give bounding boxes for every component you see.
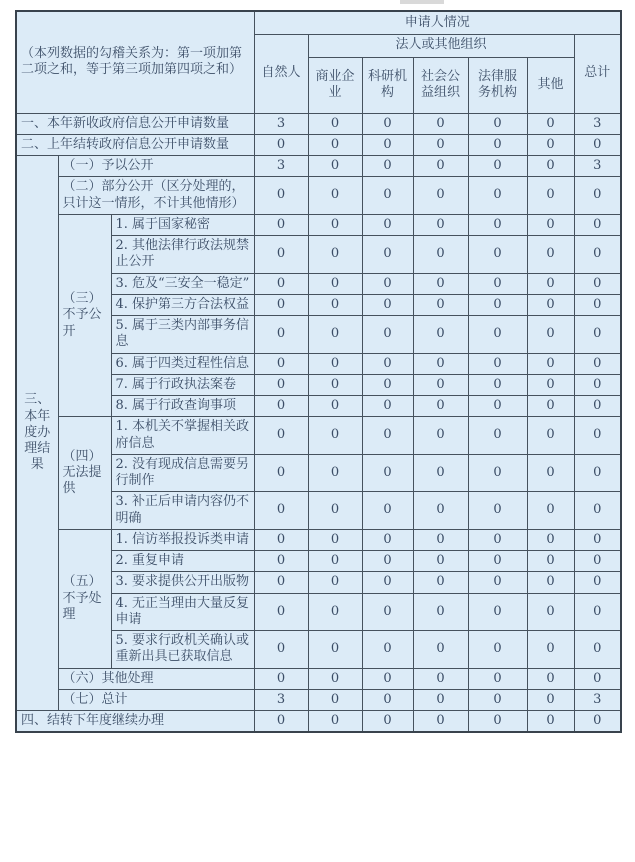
row-label: 1. 本机关不掌握相关政府信息 (111, 417, 254, 455)
value-cell: 0 (527, 156, 574, 177)
row-label: （七）总计 (58, 689, 254, 710)
value-cell: 3 (254, 156, 308, 177)
value-cell: 3 (574, 113, 621, 134)
value-cell: 0 (413, 113, 468, 134)
table-row (16, 156, 621, 177)
value-cell: 0 (527, 668, 574, 689)
value-cell: 0 (574, 316, 621, 354)
value-cell: 0 (308, 294, 362, 315)
table-row (16, 711, 621, 733)
value-cell: 0 (308, 454, 362, 492)
value-cell: 0 (362, 572, 413, 593)
value-cell: 0 (574, 273, 621, 294)
value-cell: 0 (413, 273, 468, 294)
table-row (16, 214, 621, 235)
value-cell: 0 (413, 668, 468, 689)
value-cell: 0 (362, 396, 413, 417)
value-cell: 0 (527, 214, 574, 235)
value-cell: 0 (468, 593, 527, 631)
value-cell: 0 (308, 711, 362, 733)
value-cell: 0 (254, 529, 308, 550)
header-row-1 (16, 11, 621, 34)
value-cell: 0 (362, 454, 413, 492)
value-cell: 0 (574, 492, 621, 530)
value-cell: 0 (527, 113, 574, 134)
value-cell: 0 (413, 236, 468, 274)
value-cell: 0 (574, 236, 621, 274)
header-legal-org-group: 法人或其他组织 (308, 34, 574, 57)
value-cell: 0 (527, 316, 574, 354)
header-org-col-other: 其他 (527, 57, 574, 113)
header-org-col-commercial: 商业企业 (308, 57, 362, 113)
value-cell: 0 (308, 353, 362, 374)
value-cell: 0 (362, 529, 413, 550)
row-label: 2. 没有现成信息需要另行制作 (111, 454, 254, 492)
header-org-col-public-welfare: 社会公益组织 (413, 57, 468, 113)
value-cell: 0 (468, 417, 527, 455)
value-cell: 0 (468, 177, 527, 215)
row-label: 1. 信访举报投诉类申请 (111, 529, 254, 550)
value-cell: 0 (527, 492, 574, 530)
value-cell: 0 (574, 353, 621, 374)
report-table-header (16, 11, 621, 113)
table-row (16, 177, 621, 215)
header-org-col-research: 科研机构 (362, 57, 413, 113)
value-cell: 0 (527, 551, 574, 572)
value-cell: 0 (254, 668, 308, 689)
value-cell: 0 (468, 572, 527, 593)
value-cell: 0 (254, 236, 308, 274)
value-cell: 0 (362, 236, 413, 274)
value-cell: 0 (362, 689, 413, 710)
table-row (16, 689, 621, 710)
value-cell: 0 (254, 374, 308, 395)
row-label: （六）其他处理 (58, 668, 254, 689)
value-cell: 0 (254, 316, 308, 354)
value-cell: 0 (362, 294, 413, 315)
value-cell: 0 (527, 689, 574, 710)
value-cell: 0 (413, 396, 468, 417)
value-cell: 0 (468, 689, 527, 710)
value-cell: 0 (468, 273, 527, 294)
row-label: 6. 属于四类过程性信息 (111, 353, 254, 374)
value-cell: 0 (574, 529, 621, 550)
group-label: （四）无法提供 (58, 417, 111, 530)
value-cell: 0 (308, 572, 362, 593)
value-cell: 0 (254, 551, 308, 572)
value-cell: 0 (574, 214, 621, 235)
value-cell: 0 (574, 177, 621, 215)
table-row (16, 134, 621, 155)
row-label: 5. 属于三类内部事务信息 (111, 316, 254, 354)
value-cell: 0 (413, 316, 468, 354)
header-total: 总计 (574, 34, 621, 113)
report-table-body (16, 113, 621, 732)
value-cell: 0 (362, 214, 413, 235)
value-cell: 0 (254, 273, 308, 294)
value-cell: 0 (413, 294, 468, 315)
value-cell: 0 (468, 711, 527, 733)
value-cell: 0 (254, 396, 308, 417)
value-cell: 0 (254, 353, 308, 374)
value-cell: 0 (308, 396, 362, 417)
value-cell: 0 (527, 631, 574, 669)
value-cell: 0 (468, 668, 527, 689)
value-cell: 0 (468, 316, 527, 354)
value-cell: 0 (308, 134, 362, 155)
value-cell: 0 (527, 353, 574, 374)
value-cell: 0 (362, 417, 413, 455)
value-cell: 0 (574, 572, 621, 593)
value-cell: 0 (527, 236, 574, 274)
row-label: 1. 属于国家秘密 (111, 214, 254, 235)
value-cell: 0 (574, 631, 621, 669)
value-cell: 0 (468, 156, 527, 177)
group-label: （三）不予公开 (58, 214, 111, 417)
value-cell: 0 (413, 572, 468, 593)
value-cell: 0 (468, 214, 527, 235)
row-label: （二）部分公开（区分处理的，只计这一情形，不计其他情形） (58, 177, 254, 215)
value-cell: 0 (574, 294, 621, 315)
value-cell: 0 (413, 711, 468, 733)
value-cell: 0 (254, 711, 308, 733)
value-cell: 0 (254, 177, 308, 215)
value-cell: 0 (362, 353, 413, 374)
value-cell: 0 (413, 374, 468, 395)
value-cell: 0 (308, 417, 362, 455)
value-cell: 0 (413, 631, 468, 669)
value-cell: 0 (527, 273, 574, 294)
value-cell: 0 (413, 177, 468, 215)
value-cell: 3 (254, 689, 308, 710)
value-cell: 0 (468, 492, 527, 530)
value-cell: 0 (527, 374, 574, 395)
report-table (15, 10, 622, 733)
value-cell: 0 (308, 113, 362, 134)
value-cell: 0 (574, 593, 621, 631)
value-cell: 0 (254, 294, 308, 315)
group-label: （五）不予处理 (58, 529, 111, 668)
value-cell: 0 (308, 551, 362, 572)
value-cell: 0 (574, 396, 621, 417)
value-cell: 0 (413, 353, 468, 374)
value-cell: 0 (527, 593, 574, 631)
value-cell: 0 (574, 454, 621, 492)
value-cell: 0 (527, 711, 574, 733)
value-cell: 0 (308, 593, 362, 631)
row-label: 3. 要求提供公开出版物 (111, 572, 254, 593)
value-cell: 0 (362, 374, 413, 395)
value-cell: 0 (254, 134, 308, 155)
row-label: 8. 属于行政查询事项 (111, 396, 254, 417)
value-cell: 0 (468, 134, 527, 155)
value-cell: 0 (308, 273, 362, 294)
value-cell: 0 (527, 529, 574, 550)
value-cell: 0 (413, 454, 468, 492)
value-cell: 0 (468, 374, 527, 395)
corner-note: （本列数据的勾稽关系为：第一项加第二项之和，等于第三项加第四项之和） (16, 11, 254, 113)
value-cell: 0 (468, 353, 527, 374)
value-cell: 0 (254, 214, 308, 235)
value-cell: 0 (468, 529, 527, 550)
value-cell: 0 (527, 294, 574, 315)
row-label: 3. 补正后申请内容仍不明确 (111, 492, 254, 530)
value-cell: 0 (308, 668, 362, 689)
value-cell: 0 (574, 417, 621, 455)
value-cell: 0 (308, 529, 362, 550)
value-cell: 0 (527, 572, 574, 593)
value-cell: 3 (254, 113, 308, 134)
row-label: 5. 要求行政机关确认或重新出具已获取信息 (111, 631, 254, 669)
value-cell: 3 (574, 689, 621, 710)
value-cell: 0 (362, 711, 413, 733)
value-cell: 0 (468, 454, 527, 492)
value-cell: 0 (574, 668, 621, 689)
row-label: 二、上年结转政府信息公开申请数量 (16, 134, 254, 155)
page-edge-artifact (400, 0, 444, 4)
table-row (16, 113, 621, 134)
value-cell: 0 (413, 551, 468, 572)
section-label: 三、本年度办理结果 (16, 156, 58, 711)
value-cell: 0 (254, 417, 308, 455)
row-label: 2. 重复申请 (111, 551, 254, 572)
value-cell: 0 (254, 631, 308, 669)
value-cell: 0 (308, 631, 362, 669)
value-cell: 0 (468, 113, 527, 134)
value-cell: 0 (468, 631, 527, 669)
value-cell: 0 (468, 396, 527, 417)
value-cell: 0 (527, 396, 574, 417)
value-cell: 0 (362, 551, 413, 572)
value-cell: 0 (527, 454, 574, 492)
value-cell: 0 (254, 492, 308, 530)
row-label: 4. 保护第三方合法权益 (111, 294, 254, 315)
row-label: （一）予以公开 (58, 156, 254, 177)
value-cell: 0 (413, 529, 468, 550)
value-cell: 0 (308, 689, 362, 710)
header-applicant-group: 申请人情况 (254, 11, 621, 34)
row-label: 一、本年新收政府信息公开申请数量 (16, 113, 254, 134)
row-label: 2. 其他法律行政法规禁止公开 (111, 236, 254, 274)
value-cell: 0 (362, 177, 413, 215)
value-cell: 0 (362, 492, 413, 530)
row-label: 四、结转下年度继续办理 (16, 711, 254, 733)
value-cell: 0 (413, 593, 468, 631)
value-cell: 0 (308, 236, 362, 274)
value-cell: 0 (468, 551, 527, 572)
value-cell: 0 (362, 113, 413, 134)
row-label: 3. 危及“三安全一稳定” (111, 273, 254, 294)
value-cell: 0 (362, 668, 413, 689)
value-cell: 0 (308, 492, 362, 530)
value-cell: 0 (468, 236, 527, 274)
value-cell: 0 (574, 711, 621, 733)
value-cell: 0 (254, 572, 308, 593)
header-org-col-legal-service: 法律服务机构 (468, 57, 527, 113)
value-cell: 0 (413, 134, 468, 155)
value-cell: 0 (362, 273, 413, 294)
table-row (16, 668, 621, 689)
value-cell: 0 (308, 374, 362, 395)
value-cell: 0 (362, 631, 413, 669)
value-cell: 0 (413, 156, 468, 177)
value-cell: 0 (362, 316, 413, 354)
value-cell: 0 (362, 156, 413, 177)
value-cell: 0 (413, 214, 468, 235)
value-cell: 0 (574, 374, 621, 395)
value-cell: 0 (362, 593, 413, 631)
value-cell: 0 (362, 134, 413, 155)
value-cell: 0 (308, 156, 362, 177)
value-cell: 0 (468, 294, 527, 315)
table-row (16, 417, 621, 455)
value-cell: 0 (413, 417, 468, 455)
value-cell: 3 (574, 156, 621, 177)
row-label: 4. 无正当理由大量反复申请 (111, 593, 254, 631)
row-label: 7. 属于行政执法案卷 (111, 374, 254, 395)
table-row (16, 529, 621, 550)
value-cell: 0 (308, 214, 362, 235)
value-cell: 0 (413, 689, 468, 710)
value-cell: 0 (574, 551, 621, 572)
value-cell: 0 (574, 134, 621, 155)
value-cell: 0 (254, 593, 308, 631)
value-cell: 0 (308, 316, 362, 354)
value-cell: 0 (308, 177, 362, 215)
value-cell: 0 (527, 417, 574, 455)
value-cell: 0 (254, 454, 308, 492)
value-cell: 0 (527, 177, 574, 215)
value-cell: 0 (413, 492, 468, 530)
header-natural-person: 自然人 (254, 34, 308, 113)
value-cell: 0 (527, 134, 574, 155)
